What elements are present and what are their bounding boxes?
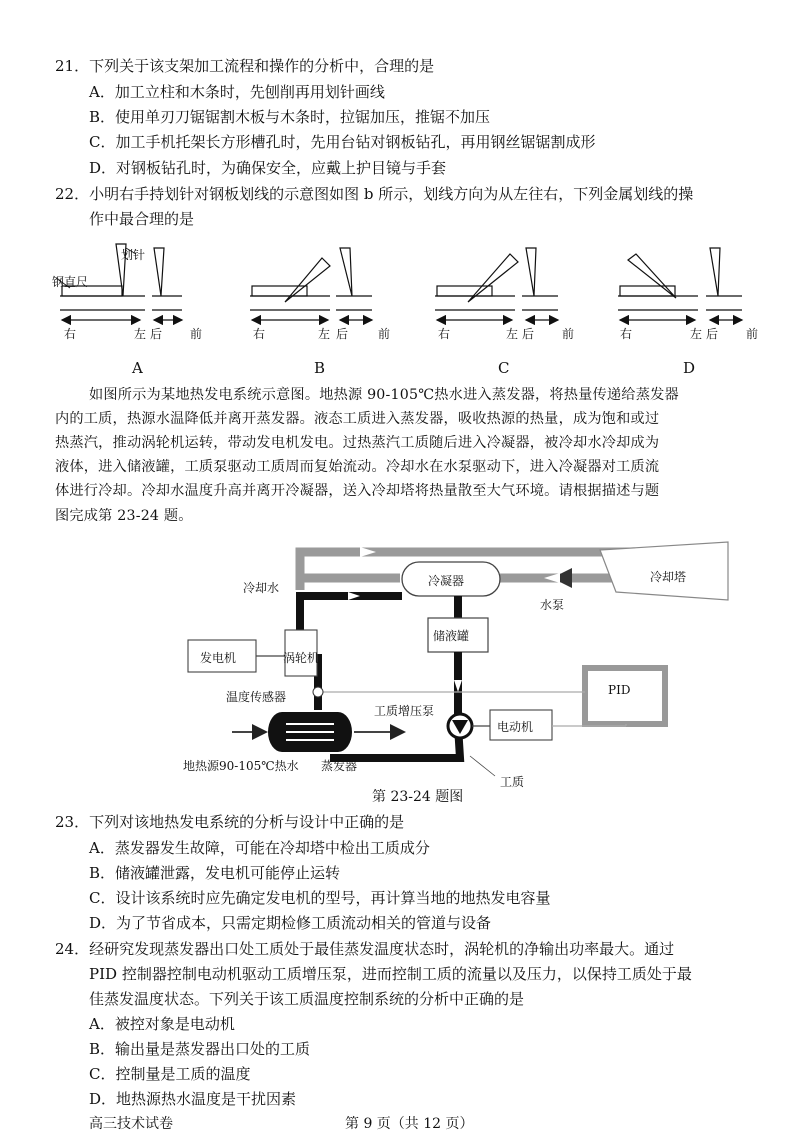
label-condenser: 冷凝器 — [428, 574, 465, 588]
q22-figure — [40, 236, 780, 376]
figure-d — [618, 248, 742, 320]
q24-stem-line1: 24．经研究发现蒸发器出口处工质处于最佳蒸发温度状态时，涡轮机的净输出功率最大。通过 — [55, 940, 675, 958]
passage-line-5: 体进行冷却。冷却水温度升高并离开冷凝器，送入冷却塔将热量散至大气环境。请根据描述与题 — [55, 483, 660, 499]
passage-line-3: 热蒸汽，推动涡轮机运转，带动发电机发电。过热蒸汽工质随后进入冷凝器，被冷却水冷却成为 — [55, 435, 660, 451]
q21-option-c: C．加工手机托架长方形槽孔时，先用台钻对钢板钻孔，再用钢丝锯锯割成形 — [89, 133, 596, 151]
label-d-back: 后 — [706, 327, 719, 341]
figure-b — [250, 248, 372, 320]
label-tank: 储液罐 — [433, 629, 470, 643]
label-b-left: 左 — [318, 327, 331, 341]
q24-option-d: D．地热源热水温度是干扰因素 — [89, 1090, 297, 1108]
label-c-right: 右 — [438, 327, 451, 341]
label-a-left: 左 — [134, 327, 147, 341]
q21-option-d: D．对钢板钻孔时，为确保安全，应戴上护目镜与手套 — [89, 159, 447, 177]
label-turbine: 涡轮机 — [283, 651, 320, 665]
passage-line-2: 内的工质，热源水温降低并离开蒸发器。液态工质进入蒸发器，吸收热源的热量，成为饱和或过 — [55, 411, 660, 427]
label-temp-sensor: 温度传感器 — [226, 690, 287, 704]
passage-line-1: 如图所示为某地热发电系统示意图。地热源 90-105℃热水进入蒸发器，将热量传递给蒸发器 — [89, 387, 679, 403]
choice-a: A — [132, 359, 143, 377]
label-c-front: 前 — [562, 327, 575, 341]
label-b-front: 前 — [378, 327, 391, 341]
footer-page: 第 9 页（共 12 页） — [345, 1116, 474, 1132]
label-pid: PID — [608, 683, 631, 697]
label-ruler: 钢直尺 — [52, 275, 89, 289]
label-b-back: 后 — [336, 327, 349, 341]
q23-stem: 23．下列对该地热发电系统的分析与设计中正确的是 — [55, 813, 405, 831]
label-c-left: 左 — [506, 327, 519, 341]
q22-stem-line2: 作中最合理的是 — [89, 210, 195, 228]
label-heat-source: 地热源90-105℃热水 — [183, 759, 299, 773]
passage-line-4: 液体，进入储液罐，工质泵驱动工质周而复始流动。冷却水在水泵驱动下，进入冷凝器对工质流 — [55, 459, 660, 475]
label-cooling-water: 冷却水 — [243, 581, 280, 595]
q24-option-c: C．控制量是工质的温度 — [89, 1065, 251, 1083]
choice-c: C — [498, 359, 510, 377]
label-water-pump: 水泵 — [540, 598, 565, 612]
choice-b: B — [314, 359, 326, 377]
label-generator: 发电机 — [200, 651, 237, 665]
figure-c — [435, 248, 558, 320]
q23-option-d: D．为了节省成本，只需定期检修工质流动相关的管道与设备 — [89, 914, 492, 932]
q24-stem-line3: 佳蒸发温度状态。下列关于该工质温度控制系统的分析中正确的是 — [89, 990, 525, 1008]
q21-option-b: B．使用单刃刀锯锯割木板与木条时，拉锯加压，推锯不加压 — [89, 108, 491, 126]
label-a-front: 前 — [190, 327, 203, 341]
label-a-right: 右 — [64, 327, 77, 341]
passage-line-6: 图完成第 23-24 题。 — [55, 508, 193, 524]
label-scriber: 划针 — [121, 248, 146, 262]
q22-stem-line1: 22．小明右手持划针对钢板划线的示意图如图 b 所示，划线方向为从左往右，下列金属划线的操 — [55, 185, 694, 203]
label-d-front: 前 — [746, 327, 759, 341]
label-working-fluid: 工质 — [500, 775, 525, 789]
q21-stem: 21．下列关于该支架加工流程和操作的分析中，合理的是 — [55, 57, 435, 75]
label-b-right: 右 — [253, 327, 266, 341]
choice-d: D — [683, 359, 696, 377]
q23-option-c: C．设计该系统时应先确定发电机的型号，再计算当地的地热发电容量 — [89, 889, 551, 907]
label-motor: 电动机 — [497, 720, 534, 734]
q24-option-a: A．被控对象是电动机 — [89, 1015, 235, 1033]
figure-caption: 第 23-24 题图 — [372, 789, 464, 805]
q23-option-b: B．储液罐泄露，发电机可能停止运转 — [89, 864, 341, 882]
label-c-back: 后 — [522, 327, 535, 341]
label-a-back: 后 — [150, 327, 163, 341]
label-d-right: 右 — [620, 327, 633, 341]
q24-stem-line2: PID 控制器控制电动机驱动工质增压泵，进而控制工质的流量以及压力，以保持工质处于最 — [89, 965, 692, 983]
footer-left: 高三技术试卷 — [89, 1116, 173, 1132]
label-d-left: 左 — [690, 327, 703, 341]
label-cooling-tower: 冷却塔 — [650, 570, 687, 584]
label-booster-pump: 工质增压泵 — [374, 704, 435, 718]
label-evaporator: 蒸发器 — [321, 759, 358, 773]
q24-option-b: B．输出量是蒸发器出口处的工质 — [89, 1040, 311, 1058]
q23-option-a: A．蒸发器发生故障，可能在冷却塔中检出工质成分 — [89, 839, 430, 857]
q21-option-a: A．加工立柱和木条时，先刨削再用划针画线 — [89, 83, 385, 101]
